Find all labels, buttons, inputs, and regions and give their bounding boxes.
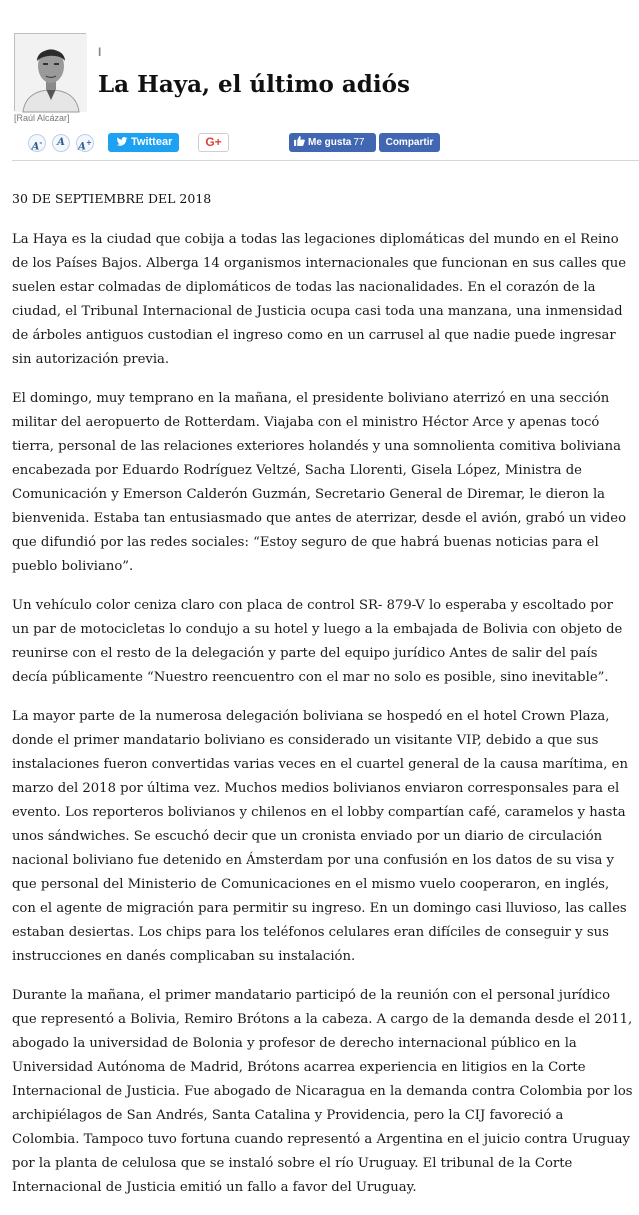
article-paragraph: La mayor parte de la numerosa delegación boliviana se hospedó en el hotel Crown Plaza, donde el primer mandatario boliviano es considerado un visitante VIP, debido a que sus instalaciones fueron convertidas varias veces en el cuartel general de la causa marítima, en marzo del 2018 por última vez. Muchos medios bolivianos enviaron corresponsales para el evento. Los reporteros bolivianos y chilenos en el lobby compartían café, caramelos y hasta unos sándwiches. Se escuchó decir que un cronista enviado por un diario de circulación nacional boliviano fue detenido en Ámsterdam por una confusión en los datos de su visa y que personal del Ministerio de Comunicaciones en el mismo vuelo cooperaron, en inglés, con el agente de migración para permitir su ingreso. En un domingo casi lluvioso, las calles estaban desiertas. Los chips para los teléfonos celulares eran difíciles de conseguir y sus instrucciones en danés complicaban su instalación. (12, 709, 628, 964)
author-photo-icon (15, 34, 87, 112)
author-photo (14, 33, 86, 111)
like-label: Me gusta (308, 137, 352, 148)
share-toolbar (12, 131, 639, 161)
author-caption: [Raúl Alcázar] (14, 113, 70, 123)
share-label: Compartir (385, 137, 434, 148)
article-paragraph: El domingo, muy temprano en la mañana, el presidente boliviano aterrizó en una sección militar del aeropuerto de Rotterdam. Viajaba con el ministro Héctor Arce y apenas tocó tierra, personal de las relaciones exteriores holandés y una somnolienta comitiva boliviana encabezada por Eduardo Rodríguez Veltzé, Sacha Llorenti, Gisela López, Ministra de Comunicación y Emerson Calderón Guzmán, Secretario General de Diremar, le dieron la bienvenida. Estaba tan entusiasmado que antes de aterrizar, desde el avión, grabó un video que difundió por las redes sociales: “Estoy seguro de que habrá buenas noticias para el pueblo boliviano”. (12, 391, 627, 574)
font-increase-label: A (78, 141, 86, 153)
like-count: 77 (353, 137, 365, 148)
article-date: 30 DE SEPTIEMBRE DEL 2018 (12, 191, 212, 206)
font-decrease-button[interactable]: A- (28, 134, 46, 152)
font-reset-label: A (57, 137, 65, 148)
article-paragraph: La Haya es la ciudad que cobija a todas las legaciones diplomáticas del mundo en el Reino de los Países Bajos. Alberga 14 organismos internacionales que funcionan en sus calles que suelen estar colmadas de diplomáticos de todas las nacionalidades. En el corazón de la ciudad, el Tribunal Internacional de Justicia ocupa casi toda una manzana, una inmensidad de árboles antiguos custodian el ingreso como en un carrusel al que nadie puede ingresar sin autorización previa. (12, 232, 627, 367)
font-increase-button[interactable]: A+ (76, 134, 94, 152)
tweet-button[interactable] (108, 133, 179, 152)
section-kicker: I (98, 45, 102, 59)
twitter-bird-icon (116, 137, 128, 146)
article-paragraph: Durante la mañana, el primer mandatario participó de la reunión con el personal jurídico que representó a Bolivia, Remiro Brótons a la cabeza. A cargo de la demanda desde el 2011, abogado la universidad de Bolonia y profesor de derecho internacional público en la Universidad Autónoma de Madrid, Brótons acarrea experiencia en litigios en la Corte Internacional de Justicia. Fue abogado de Nicaragua en la demanda contra Colombia por los archipiélagos de San Andrés, Santa Catalina y Providencia, pero la CIJ favoreció a Colombia. Tampoco tuvo fortuna cuando representó a Argentina en el juicio contra Uruguay por la planta de celulosa que se instaló sobre el río Uruguay. El tribunal de la Corte Internacional de Justicia emitió un fallo a favor del Uruguay. (12, 988, 633, 1195)
tweet-label: Twittear (131, 136, 173, 148)
page-title: La Haya, el último adiós (98, 71, 410, 98)
font-reset-button[interactable] (52, 134, 70, 152)
font-decrease-label: A (31, 141, 40, 153)
article-body (12, 228, 634, 1215)
gplus-label: G+ (205, 135, 222, 149)
facebook-like-button[interactable] (289, 133, 376, 152)
article-paragraph: Un vehículo color ceniza claro con placa de control SR- 879-V lo esperaba y escoltado por un par de motocicletas lo condujo a su hotel y luego a la embajada de Bolivia con objeto de reunirse con el resto de la delegación y parte del equipo jurídico Antes de salir del país decía públicamente “Nuestro reencuentro con el mar no solo es posible, sino inevitable”. (12, 598, 623, 685)
gplus-button[interactable] (198, 133, 229, 152)
facebook-share-button[interactable] (379, 133, 440, 152)
article-header (12, 33, 632, 123)
thumbs-up-icon (294, 136, 305, 146)
